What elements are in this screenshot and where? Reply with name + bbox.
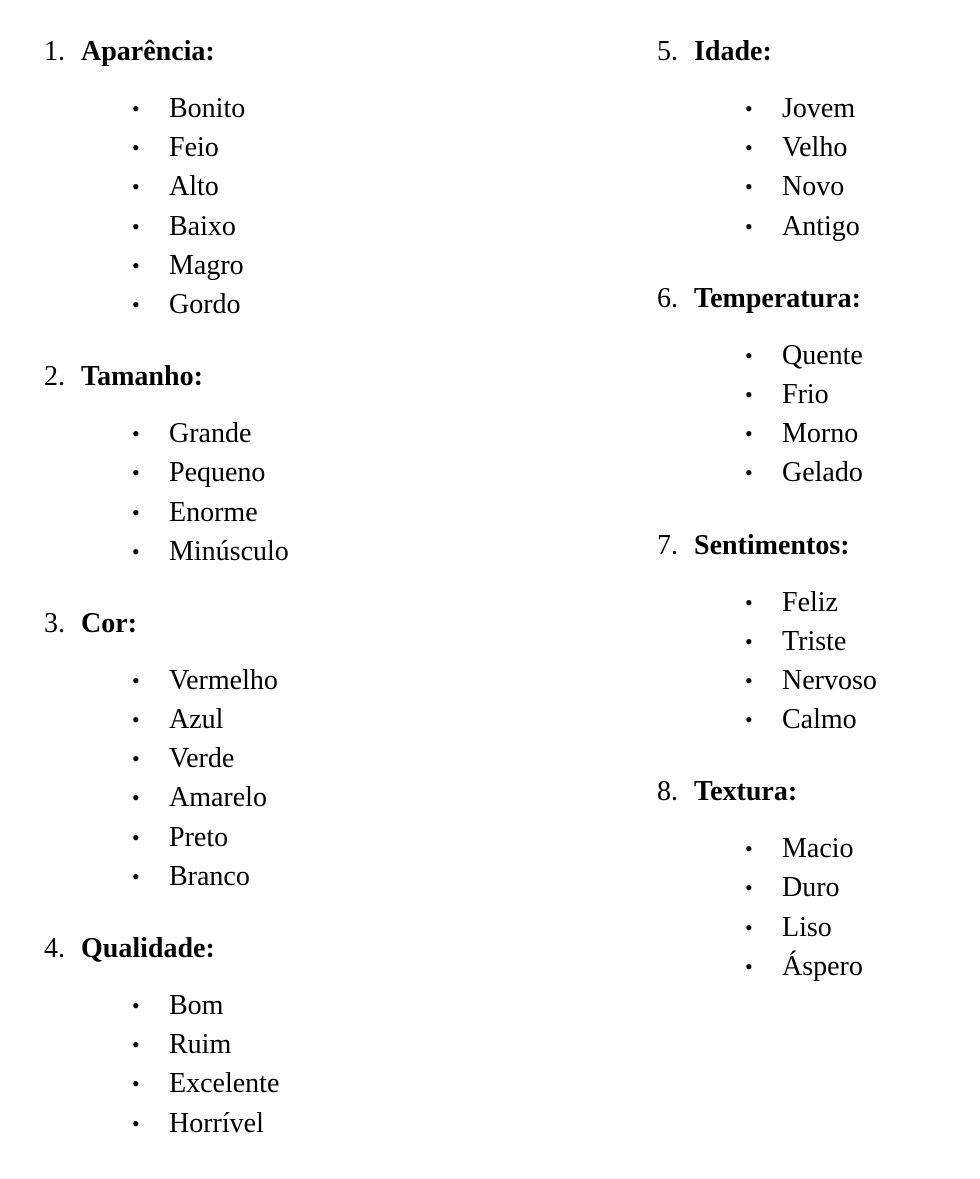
item-list bbox=[657, 89, 957, 246]
list-item-label: Feio bbox=[169, 132, 219, 164]
list-item-label: Preto bbox=[169, 821, 229, 853]
list-item-label: Ruim bbox=[169, 1029, 232, 1061]
bullet-icon: • bbox=[132, 499, 140, 525]
list-item bbox=[132, 818, 464, 857]
bullet-icon: • bbox=[132, 174, 140, 200]
list-item bbox=[132, 1025, 464, 1064]
bullet-icon: • bbox=[745, 589, 753, 615]
item-list bbox=[44, 986, 464, 1143]
bullet-icon: • bbox=[745, 953, 753, 979]
bullet-icon: • bbox=[745, 213, 753, 239]
section-heading bbox=[44, 929, 464, 968]
bullet-icon: • bbox=[132, 1071, 140, 1097]
section-heading bbox=[657, 772, 957, 811]
list-item-label: Enorme bbox=[169, 496, 258, 528]
list-item bbox=[745, 908, 957, 947]
list-item bbox=[132, 986, 464, 1025]
bullet-icon: • bbox=[132, 421, 140, 447]
right-column bbox=[657, 32, 957, 986]
bullet-icon: • bbox=[132, 252, 140, 278]
list-item bbox=[132, 128, 464, 167]
list-item-label: Baixo bbox=[169, 210, 236, 242]
section-title: Sentimentos: bbox=[694, 529, 850, 561]
list-item-label: Gelado bbox=[782, 457, 863, 489]
section-title: Aparência: bbox=[81, 36, 215, 67]
section-aparencia bbox=[44, 32, 464, 324]
bullet-icon: • bbox=[132, 785, 140, 811]
list-item-label: Frio bbox=[782, 378, 829, 410]
section-qualidade bbox=[44, 929, 464, 1143]
section-number: 2. bbox=[44, 361, 65, 393]
list-item-label: Quente bbox=[782, 339, 863, 371]
list-item-label: Morno bbox=[782, 418, 859, 450]
section-number: 3. bbox=[44, 607, 65, 639]
section-cor bbox=[44, 604, 464, 896]
section-heading bbox=[657, 279, 957, 318]
list-item bbox=[132, 285, 464, 324]
list-item-label: Minúsculo bbox=[169, 535, 289, 567]
section-title: Qualidade: bbox=[81, 933, 215, 964]
section-number: 1. bbox=[44, 36, 65, 67]
list-item bbox=[132, 532, 464, 571]
item-list bbox=[657, 829, 957, 986]
list-item-label: Velho bbox=[782, 132, 848, 164]
bullet-icon: • bbox=[745, 174, 753, 200]
section-title: Tamanho: bbox=[81, 361, 203, 393]
bullet-icon: • bbox=[745, 836, 753, 862]
section-tamanho bbox=[44, 357, 464, 571]
list-item bbox=[745, 700, 957, 739]
bullet-icon: • bbox=[132, 863, 140, 889]
bullet-icon: • bbox=[132, 291, 140, 317]
left-column bbox=[44, 32, 464, 1143]
list-item bbox=[132, 493, 464, 532]
section-heading bbox=[44, 604, 464, 643]
bullet-icon: • bbox=[132, 213, 140, 239]
bullet-icon: • bbox=[132, 135, 140, 161]
list-item-label: Bom bbox=[169, 990, 224, 1021]
item-list bbox=[44, 661, 464, 896]
bullet-icon: • bbox=[745, 421, 753, 447]
section-heading bbox=[657, 526, 957, 565]
list-item-label: Alto bbox=[169, 171, 219, 203]
list-item-label: Excelente bbox=[169, 1068, 280, 1100]
bullet-icon: • bbox=[132, 538, 140, 564]
list-item-label: Horrível bbox=[169, 1107, 264, 1139]
bullet-icon: • bbox=[745, 707, 753, 733]
section-temperatura bbox=[657, 279, 957, 493]
list-item-label: Branco bbox=[169, 860, 250, 892]
bullet-icon: • bbox=[132, 667, 140, 693]
bullet-icon: • bbox=[745, 667, 753, 693]
section-number: 6. bbox=[657, 282, 678, 314]
list-item bbox=[745, 583, 957, 622]
list-item bbox=[745, 336, 957, 375]
list-item bbox=[745, 414, 957, 453]
bullet-icon: • bbox=[745, 914, 753, 940]
list-item-label: Azul bbox=[169, 704, 224, 736]
section-number: 7. bbox=[657, 529, 678, 561]
list-item bbox=[132, 414, 464, 453]
section-number: 4. bbox=[44, 933, 65, 964]
section-title: Idade: bbox=[694, 36, 772, 67]
list-item-label: Liso bbox=[782, 911, 832, 943]
list-item-label: Áspero bbox=[782, 950, 863, 982]
bullet-icon: • bbox=[132, 993, 140, 1018]
bullet-icon: • bbox=[132, 824, 140, 850]
bullet-icon: • bbox=[132, 1032, 140, 1058]
section-heading bbox=[657, 32, 957, 71]
list-item bbox=[745, 868, 957, 907]
section-heading bbox=[44, 32, 464, 71]
list-item bbox=[745, 829, 957, 868]
list-item bbox=[745, 167, 957, 206]
list-item bbox=[132, 778, 464, 817]
section-heading bbox=[44, 357, 464, 396]
bullet-icon: • bbox=[132, 1110, 140, 1136]
section-title: Cor: bbox=[81, 607, 137, 639]
list-item-label: Gordo bbox=[169, 288, 241, 320]
bullet-icon: • bbox=[745, 875, 753, 901]
list-item bbox=[132, 207, 464, 246]
list-item-label: Bonito bbox=[169, 93, 246, 124]
section-number: 5. bbox=[657, 36, 678, 67]
list-item-label: Jovem bbox=[782, 93, 856, 124]
bullet-icon: • bbox=[132, 460, 140, 486]
item-list bbox=[657, 583, 957, 740]
list-item-label: Calmo bbox=[782, 704, 857, 736]
list-item bbox=[132, 661, 464, 700]
list-item-label: Verde bbox=[169, 743, 235, 775]
list-item bbox=[132, 857, 464, 896]
section-textura bbox=[657, 772, 957, 986]
bullet-icon: • bbox=[132, 746, 140, 772]
list-item bbox=[745, 453, 957, 492]
list-item bbox=[132, 89, 464, 128]
list-item-label: Magro bbox=[169, 249, 244, 281]
item-list bbox=[44, 89, 464, 324]
list-item bbox=[132, 739, 464, 778]
list-item bbox=[745, 89, 957, 128]
list-item-label: Vermelho bbox=[169, 664, 278, 696]
list-item-label: Macio bbox=[782, 833, 854, 865]
bullet-icon: • bbox=[132, 707, 140, 733]
list-item-label: Antigo bbox=[782, 210, 860, 242]
section-number: 8. bbox=[657, 776, 678, 808]
list-item bbox=[745, 622, 957, 661]
section-idade bbox=[657, 32, 957, 246]
list-item bbox=[745, 375, 957, 414]
list-item bbox=[132, 453, 464, 492]
bullet-icon: • bbox=[745, 135, 753, 161]
list-item bbox=[745, 947, 957, 986]
bullet-icon: • bbox=[745, 342, 753, 368]
list-item bbox=[132, 1064, 464, 1103]
list-item-label: Feliz bbox=[782, 586, 838, 618]
item-list bbox=[657, 336, 957, 493]
list-item bbox=[745, 207, 957, 246]
list-item bbox=[132, 167, 464, 206]
bullet-icon: • bbox=[745, 460, 753, 486]
bullet-icon: • bbox=[745, 96, 753, 121]
list-item-label: Grande bbox=[169, 418, 252, 450]
bullet-icon: • bbox=[745, 628, 753, 654]
list-item-label: Novo bbox=[782, 171, 845, 203]
bullet-icon: • bbox=[132, 96, 140, 121]
list-item bbox=[745, 128, 957, 167]
section-title: Textura: bbox=[694, 776, 798, 808]
list-item-label: Triste bbox=[782, 625, 847, 657]
list-item bbox=[132, 246, 464, 285]
list-item bbox=[745, 661, 957, 700]
bullet-icon: • bbox=[745, 381, 753, 407]
list-item-label: Amarelo bbox=[169, 782, 267, 814]
item-list bbox=[44, 414, 464, 571]
list-item-label: Nervoso bbox=[782, 664, 877, 696]
list-item bbox=[132, 700, 464, 739]
list-item-label: Pequeno bbox=[169, 457, 266, 489]
list-item-label: Duro bbox=[782, 872, 840, 904]
list-item bbox=[132, 1104, 464, 1143]
section-title: Temperatura: bbox=[694, 282, 861, 314]
section-sentimentos bbox=[657, 526, 957, 740]
